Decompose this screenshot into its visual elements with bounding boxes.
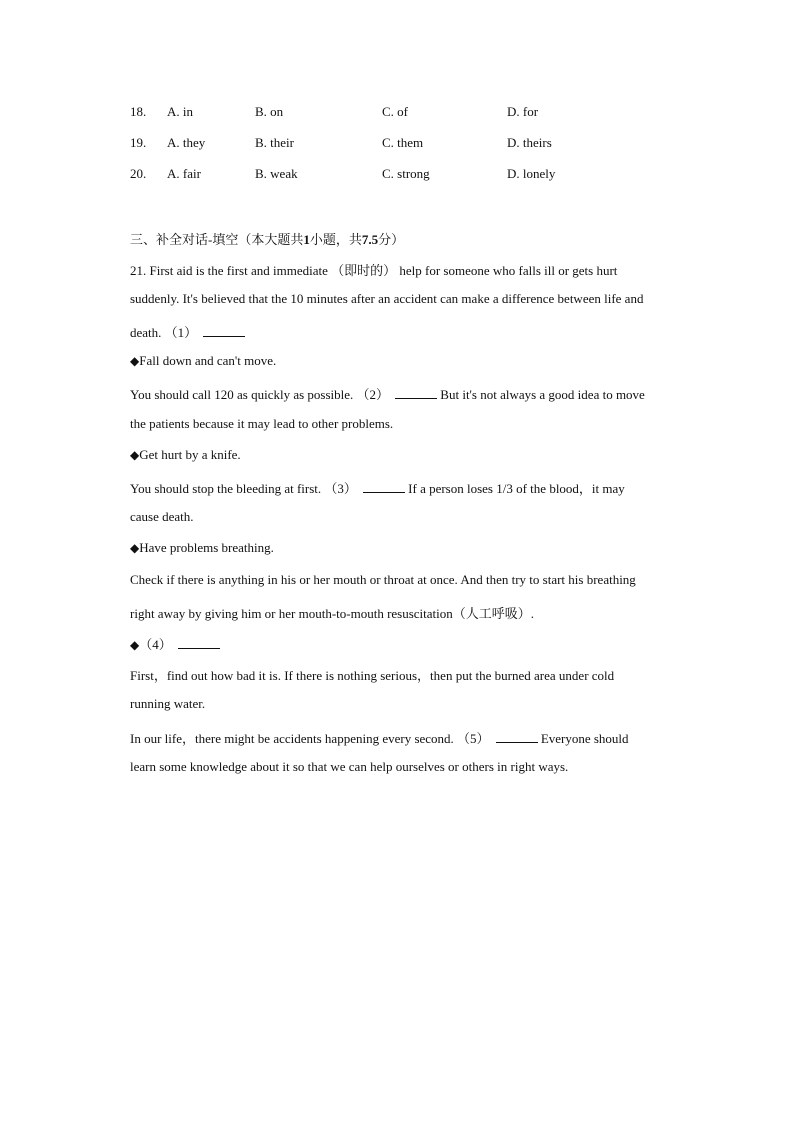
option-c: C. strong	[382, 166, 430, 181]
diamond-bullet-icon: ◆	[130, 448, 140, 462]
heading-text: Fall down and can't move.	[139, 353, 277, 368]
option-a: A. they	[167, 135, 206, 150]
passage-line: learn some knowledge about it so that we can help ourselves or others in right ways.	[130, 759, 569, 774]
question-20-options	[130, 166, 730, 186]
passage-text: Everyone should	[537, 731, 629, 746]
diamond-bullet-icon: ◆	[130, 638, 140, 652]
question-number: 20.	[130, 166, 147, 181]
question-number: 19.	[130, 135, 147, 150]
blank-1[interactable]	[203, 324, 245, 337]
passage-line: right away by giving him or her mouth-to-mouth resuscitation（人工呼吸）.	[130, 606, 535, 621]
option-d: D. for	[507, 104, 539, 119]
blank-3[interactable]	[363, 480, 405, 493]
passage-heading	[130, 634, 220, 653]
section-title-suffix: 分）	[378, 232, 405, 247]
passage-line: cause death.	[130, 509, 194, 524]
blank-2-label: You should call 120 as quickly as possible. （2）	[130, 387, 390, 402]
blank-4[interactable]	[178, 636, 220, 649]
passage-text: If a person loses 1/3 of the blood，it may	[404, 481, 625, 496]
passage-heading	[130, 447, 241, 463]
section-score: 7.5	[361, 232, 379, 247]
passage-line	[130, 728, 629, 747]
diamond-bullet-icon: ◆	[130, 541, 140, 555]
option-b: B. weak	[255, 166, 298, 181]
passage-line: Check if there is anything in his or her mouth or throat at once. And then try to start his breathing	[130, 572, 636, 587]
section-question-count: 1	[303, 232, 310, 247]
heading-text: Have problems breathing.	[139, 540, 274, 555]
option-c: C. of	[382, 104, 408, 119]
passage-line: 21. First aid is the first and immediate （即时的） help for someone who falls ill or gets hurt	[130, 263, 618, 278]
blank-2[interactable]	[395, 386, 437, 399]
passage-heading	[130, 540, 274, 556]
blank-5-label: In our life，there might be accidents happening every second. （5）	[130, 731, 490, 746]
passage-line: running water.	[130, 696, 206, 711]
passage-heading	[130, 353, 276, 369]
question-19-options	[130, 135, 730, 155]
section-title	[130, 229, 404, 248]
option-d: D. lonely	[507, 166, 556, 181]
diamond-bullet-icon: ◆	[130, 354, 140, 368]
option-d: D. theirs	[507, 135, 552, 150]
section-title-mid: 小题，共	[309, 232, 362, 247]
passage-line	[130, 384, 645, 403]
blank-3-label: You should stop the bleeding at first. （3）	[130, 481, 357, 496]
question-number: 18.	[130, 104, 147, 119]
question-18-options	[130, 104, 730, 124]
option-a: A. in	[167, 104, 193, 119]
heading-text: Get hurt by a knife.	[139, 447, 241, 462]
passage-line	[130, 322, 245, 341]
blank-5[interactable]	[496, 730, 538, 743]
option-c: C. them	[382, 135, 424, 150]
option-a: A. fair	[167, 166, 201, 181]
option-b: B. on	[255, 104, 284, 119]
passage-line: the patients because it may lead to other problems.	[130, 416, 394, 431]
passage-line	[130, 478, 625, 497]
blank-1-label: death. （1）	[130, 325, 198, 340]
passage-line: suddenly. It's believed that the 10 minutes after an accident can make a difference between life and	[130, 291, 644, 306]
passage-text: But it's not always a good idea to move	[437, 387, 645, 402]
section-title-prefix: 三、补全对话-填空（本大题共	[130, 232, 304, 247]
blank-4-label: （4）	[139, 637, 172, 652]
passage-line: First，find out how bad it is. If there is nothing serious，then put the burned area under cold	[130, 668, 615, 683]
option-b: B. their	[255, 135, 294, 150]
